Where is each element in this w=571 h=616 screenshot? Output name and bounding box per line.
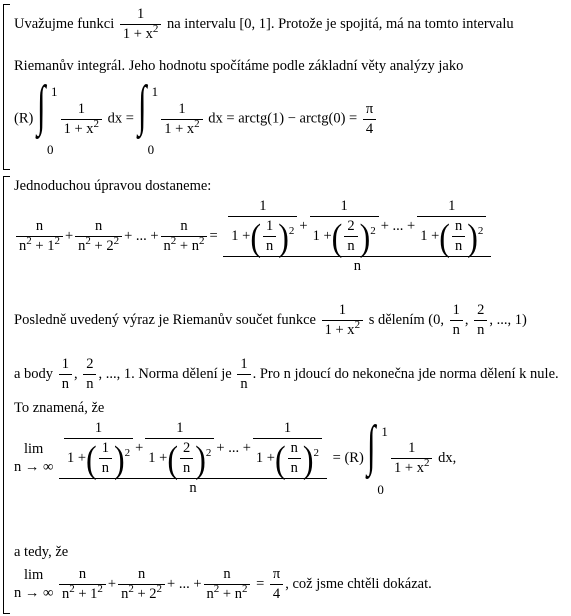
- text-line-2: Riemanův integrál. Jeho hodnotu spočítáme podle základní věty analýzy jako: [14, 58, 464, 74]
- integral-equation: (R) ∫ 1 0 $\frac{1}{1 + x^2}$ dx = ∫ 1 0 $\frac{1}{1 + x^2}$ dx = arctg(1) − arctg(0) = $\frac{\pi}{4}$: [14, 88, 378, 150]
- big-fraction: 1 1 +( $\frac{1}{n}$ )$^2$ + 1 1 +( $\frac{2}{n}$ )$^2$ + ... + 1 1 +( $\frac{n}{n}$ )$^2$ n: [223, 198, 491, 275]
- text-line-7: a tedy, že: [14, 544, 69, 560]
- limit-operator: lim n → ∞: [14, 567, 54, 601]
- text-line-5: a body $\frac{1}{n}$ , $\frac{2}{n}$ , ..., 1. Norma dělení je $\frac{1}{n}$ . Pro n jdoucí do nekonečna jde norma dělení k nule.: [14, 356, 559, 392]
- fraction: $\frac{n}{n^2 + 1^2}$: [16, 218, 63, 255]
- fraction: $\frac{n}{n^2 + 2^2}$: [75, 218, 122, 255]
- limit-operator: lim n → ∞: [14, 441, 54, 475]
- limit-equation: lim n → ∞ 1 1 +( $\frac{1}{n}$ )$^2$ + 1 1 +( $\frac{2}{n}$ )$^2$ + ... + 1 1 +( $\frac{n}{n}$ )$^2$ n = (R) ∫ 1 0 $\frac{1}{1 + x^2}$ dx,: [14, 414, 457, 497]
- text-line-6: To znamená, že: [14, 400, 105, 416]
- text-segment: Uvažujme funkci: [14, 15, 115, 32]
- fraction: $\frac{n}{n^2 + n^2}$: [161, 218, 208, 255]
- text-line-3: Jednoduchou úpravou dostaneme:: [14, 178, 212, 194]
- text-segment: na intervalu [0, 1]. Protože je spojitá, má na tomto intervalu: [166, 15, 514, 32]
- text-line-4: Posledně uvedený výraz je Riemanův součet funkce $\frac{1}{1 + x^2}$ s dělením (0, $\frac{1}{n}$ , $\frac{2}{n}$ , ..., 1): [14, 302, 527, 338]
- fraction: $\frac{1}{1 + x^2}$: [61, 101, 102, 138]
- integral-sign: ∫ 1 0: [137, 75, 159, 157]
- integral-sign: ∫ 1 0: [36, 75, 58, 157]
- final-equation: lim n → ∞ $\frac{n}{n^2 + 1^2}$ + $\frac{n}{n^2 + 2^2}$ + ... + $\frac{n}{n^2 + n^2}$ = $\frac{\pi}{4}$ , což jsme chtěli dokázat.: [14, 566, 432, 602]
- big-fraction: 1 1 +( $\frac{1}{n}$ )$^2$ + 1 1 +( $\frac{2}{n}$ )$^2$ + ... + 1 1 +( $\frac{n}{n}$ )$^2$ n: [59, 420, 327, 497]
- fraction: $\frac{1}{1 + x^2}$: [120, 6, 161, 43]
- sum-equation: $\frac{n}{n^2 + 1^2}$ + $\frac{n}{n^2 + 2^2}$ + ... + $\frac{n}{n^2 + n^2}$ = 1 1 +( $\frac{1}{n}$ )$^2$ + 1 1 +( $\frac{2}{n}$ )$^2$ + ... + 1 1 +( $\frac{n}{n}$ )$^2$ n: [14, 198, 493, 275]
- text-line-1: [14, 6, 514, 43]
- section-bracket-2: [3, 176, 10, 614]
- integral-sign: ∫ 1 0: [367, 414, 388, 497]
- fraction: $\frac{1}{1 + x^2}$: [161, 101, 202, 138]
- section-bracket-1: [3, 4, 10, 170]
- fraction-pi-4: $\frac{\pi}{4}$: [363, 101, 376, 138]
